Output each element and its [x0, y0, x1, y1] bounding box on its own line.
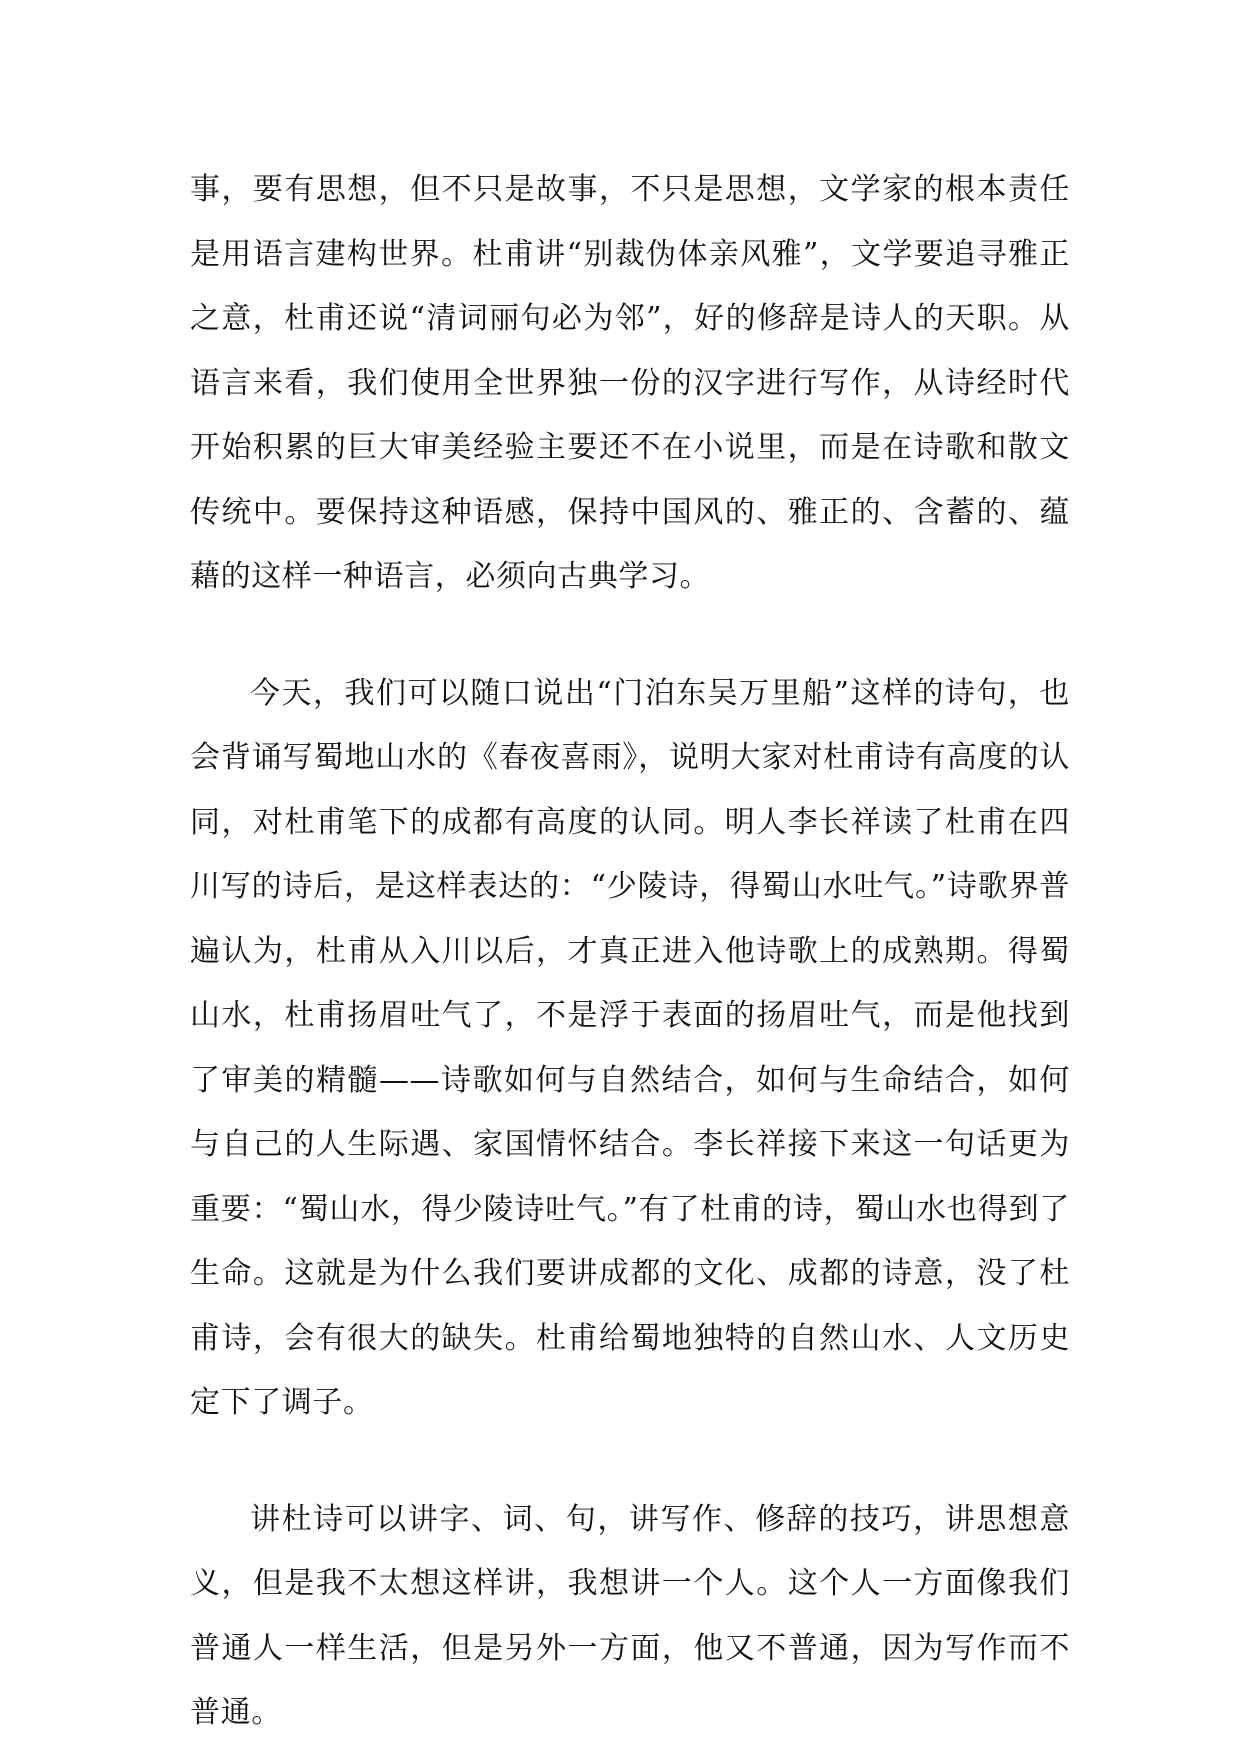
paragraph-du-fu-shu-landscape: 今天，我们可以随口说出“门泊东吴万里船”这样的诗句，也会背诵写蜀地山水的《春夜喜雨》，说明大家对杜甫诗有高度的认同，对杜甫笔下的成都有高度的认同。明人李长祥读了杜甫在四川写的诗后，是这样表达的：“少陵诗，得蜀山水吐气。”诗歌界普遍认为，杜甫从入川以后，才真正进入他诗歌上的成熟期。得蜀山水，杜甫扬眉吐气了，不是浮于表面的扬眉吐气，而是他找到了审美的精髓——诗歌如何与自然结合，如何与生命结合，如何与自己的人生际遇、家国情怀结合。李长祥接下来这一句话更为重要：“蜀山水，得少陵诗吐气。”有了杜甫的诗，蜀山水也得到了生命。这就是为什么我们要讲成都的文化、成都的诗意，没了杜甫诗，会有很大的缺失。杜甫给蜀地独特的自然山水、人文历史定下了调子。 — [190, 675, 1070, 1420]
body-text — [190, 158, 1070, 1746]
paragraph-continued: 事，要有思想，但不只是故事，不只是思想，文学家的根本责任是用语言建构世界。杜甫讲“别裁伪体亲风雅”，文学要追寻雅正之意，杜甫还说“清词丽句必为邻”，好的修辞是诗人的天职。从语言来看，我们使用全世界独一份的汉字进行写作，从诗经时代开始积累的巨大审美经验主要还不在小说里，而是在诗歌和散文传统中。要保持这种语感，保持中国风的、雅正的、含蓄的、蕴藉的这样一种语言，必须向古典学习。 — [190, 172, 1070, 594]
paragraph-about-a-person: 讲杜诗可以讲字、词、句，讲写作、修辞的技巧，讲思想意义，但是我不太想这样讲，我想讲一个人。这个人一方面像我们普通人一样生活，但是另外一方面，他又不普通，因为写作而不普通。 — [190, 1501, 1070, 1730]
